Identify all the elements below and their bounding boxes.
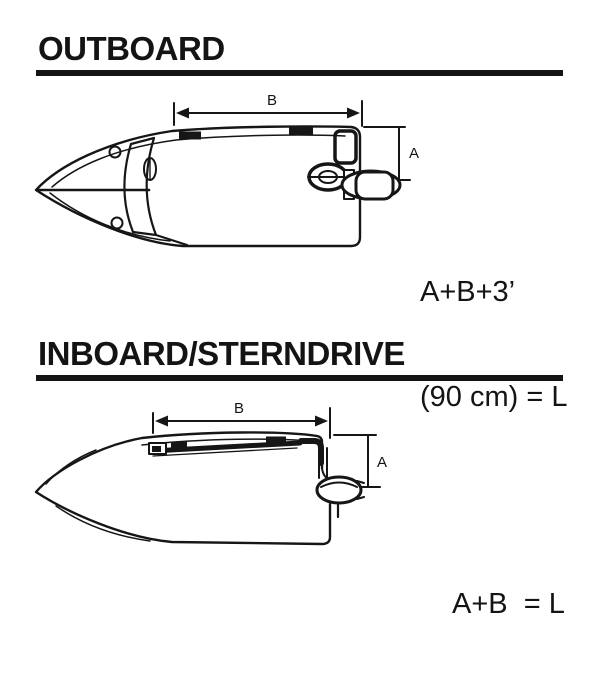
outboard-boat-hull (36, 126, 360, 246)
cleat-left (171, 442, 187, 450)
sterndrive-unit (317, 477, 364, 517)
inboard-heading-rule (36, 375, 563, 381)
deck-inner-line-top (52, 135, 345, 187)
windshield (124, 138, 187, 245)
outboard-dim-a-label: A (409, 145, 420, 162)
deck-hatch-bottom (112, 218, 123, 229)
drive-pod (317, 477, 361, 503)
inboard-formula (452, 517, 565, 692)
bow-fitting-detail (152, 446, 161, 452)
outboard-motor (342, 170, 400, 199)
outboard-formula-line1: A+B+3’ (420, 276, 516, 308)
inboard-boat-hull (36, 432, 330, 544)
inboard-dim-b-label: B (234, 400, 245, 417)
cleat-left (179, 132, 201, 140)
outboard-heading: OUTBOARD (38, 30, 225, 67)
outboard-heading-rule (36, 70, 563, 76)
hull-outline (36, 126, 360, 246)
outboard-formula-line2: (90 cm) = L (420, 381, 568, 413)
inboard-heading: INBOARD/STERNDRIVE (38, 335, 405, 372)
cleat-right (266, 437, 286, 445)
motor-cowl (356, 172, 393, 199)
stern-corner-bracket (301, 441, 321, 463)
inboard-formula-line1: A+B = L (452, 588, 565, 620)
inboard-dim-a-label: A (377, 454, 388, 471)
outboard-dim-b-label: B (267, 92, 278, 109)
cleat-right (289, 128, 313, 136)
